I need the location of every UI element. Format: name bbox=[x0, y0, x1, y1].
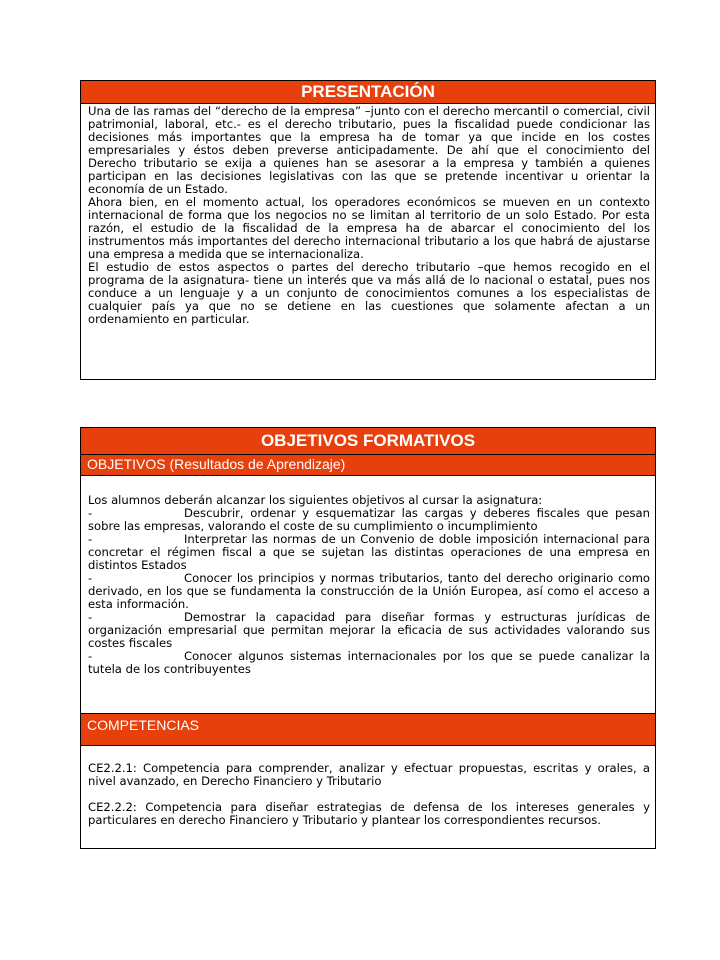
objetivo-text: Descubrir, ordenar y esquematizar las cargas y deberes fiscales que pesan sobre las empresas, valorando el coste de su cumplimiento o incumplimiento bbox=[88, 506, 650, 533]
objetivo-item bbox=[88, 650, 650, 676]
presentacion-body bbox=[81, 104, 655, 326]
competencias-header: COMPETENCIAS bbox=[81, 714, 655, 746]
objetivos-section bbox=[80, 427, 656, 849]
presentacion-section bbox=[80, 80, 656, 380]
objetivo-item bbox=[88, 572, 650, 611]
objetivo-item bbox=[88, 611, 650, 650]
presentacion-paragraph-1: Una de las ramas del “derecho de la empresa” –junto con el derecho mercantil o comercial, civil patrimonial, laboral, etc.- es el derecho tributario, pues la fiscalidad puede condicionar las decisiones más importantes que la empresa ha de tomar ya que incide en los costes empresariales y éstos deben preverse anticipadamente. De ahí que el conocimiento del Derecho tributario se exija a quienes han se asesorar a la empresa y también a quienes participan en las decisiones legislativas con las que se pretende incentivar u orientar la economía de un Estado. bbox=[88, 104, 650, 196]
objetivo-item bbox=[88, 507, 650, 533]
presentacion-paragraph-2: Ahora bien, en el momento actual, los operadores económicos se mueven en un contexto internacional de forma que los negocios no se limitan al territorio de un solo Estado. Por esta razón, el estudio de la fiscalidad de la empresa ha de abarcar el conocimiento del los instrumentos más importantes del derecho internacional tributario a los que habrá de ajustarse una empresa a medida que se internacionaliza. bbox=[88, 195, 650, 261]
objetivo-text: Conocer los principios y normas tributarios, tanto del derecho originario como derivado, en los que se fundamenta la construcción de la Unión Europea, así como el acceso a esta información. bbox=[88, 571, 650, 611]
bullet-dash: - bbox=[88, 610, 93, 624]
objetivos-subheader: OBJETIVOS (Resultados de Aprendizaje) bbox=[81, 455, 655, 476]
objetivo-text: Conocer algunos sistemas internacionales por los que se puede canalizar la tutela de los contribuyentes bbox=[88, 649, 650, 676]
competencia-item: CE2.2.2: Competencia para diseñar estrategias de defensa de los intereses generales y particulares en derecho Financiero y Tributario y plantear los correspondientes recursos. bbox=[88, 800, 650, 827]
objetivos-body bbox=[81, 476, 655, 714]
presentacion-header: PRESENTACIÓN bbox=[81, 81, 655, 104]
objetivo-item bbox=[88, 533, 650, 572]
objetivos-header: OBJETIVOS FORMATIVOS bbox=[81, 428, 655, 455]
bullet-dash: - bbox=[88, 506, 93, 520]
objetivo-text: Demostrar la capacidad para diseñar formas y estructuras jurídicas de organización empresarial que permitan mejorar la eficacia de sus actividades valorando sus costes fiscales bbox=[88, 610, 650, 650]
competencia-item: CE2.2.1: Competencia para comprender, analizar y efectuar propuestas, escritas y orales, a nivel avanzado, en Derecho Financiero y Tributario bbox=[88, 761, 650, 788]
objetivo-text: Interpretar las normas de un Convenio de doble imposición internacional para concretar el régimen fiscal a que se sujetan las distintas operaciones de una empresa en distintos Estados bbox=[88, 532, 650, 572]
presentacion-paragraph-3: El estudio de estos aspectos o partes del derecho tributario –que hemos recogido en el programa de la asignatura- tiene un interés que va más allá de lo nacional o estatal, pues nos conduce a un lenguaje y a un conjunto de conocimientos comunes a los especialistas de cualquier país ya que no se detiene en las cuestiones que solamente afectan a un ordenamiento en particular. bbox=[88, 260, 650, 326]
bullet-dash: - bbox=[88, 571, 93, 585]
bullet-dash: - bbox=[88, 649, 93, 663]
competencias-body bbox=[81, 746, 655, 827]
bullet-dash: - bbox=[88, 532, 93, 546]
objetivos-intro: Los alumnos deberán alcanzar los siguientes objetivos al cursar la asignatura: bbox=[88, 493, 543, 507]
